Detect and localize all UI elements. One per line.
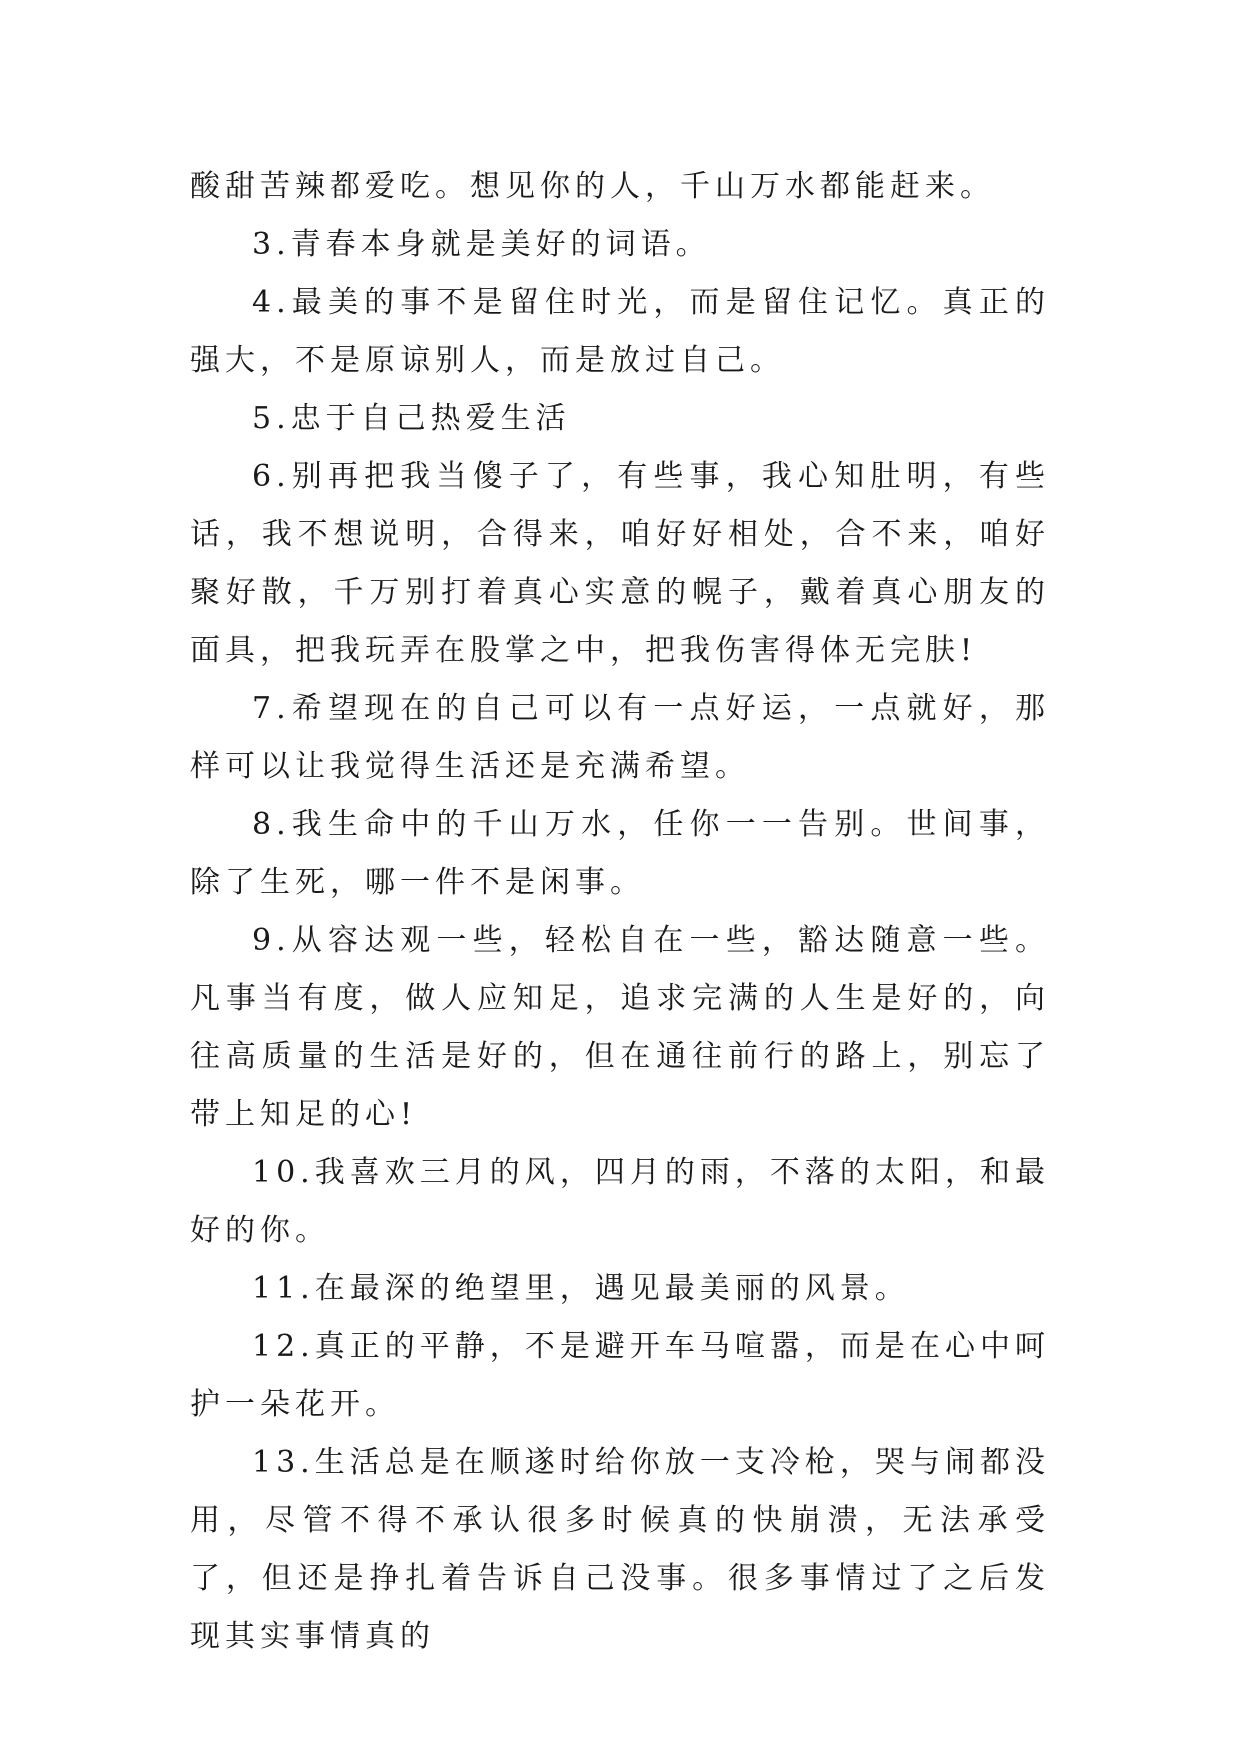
document-body (190, 158, 1050, 1666)
paragraph-item-6: 6.别再把我当傻子了，有些事，我心知肚明，有些话，我不想说明，合得来，咱好好相处，合不来，咱好聚好散，千万别打着真心实意的幌子，戴着真心朋友的面具，把我玩弄在股掌之中，把我伤害得体无完肤! (190, 459, 1050, 668)
paragraph-item-3: 3.青春本身就是美好的词语。 (252, 227, 711, 262)
paragraph-item-10: 10.我喜欢三月的风，四月的雨，不落的太阳，和最好的你。 (190, 1155, 1050, 1248)
paragraph-continuation: 酸甜苦辣都爱吃。想见你的人，千山万水都能赶来。 (190, 169, 995, 204)
paragraph-item-4: 4.最美的事不是留住时光，而是留住记忆。真正的强大，不是原谅别人，而是放过自己。 (190, 285, 1050, 378)
paragraph-item-5: 5.忠于自己热爱生活 (252, 401, 571, 436)
paragraph-item-8: 8.我生命中的千山万水，任你一一告别。世间事，除了生死，哪一件不是闲事。 (190, 807, 1050, 900)
paragraph-item-13: 13.生活总是在顺遂时给你放一支冷枪，哭与闹都没用，尽管不得不承认很多时候真的快崩溃，无法承受了，但还是挣扎着告诉自己没事。很多事情过了之后发现其实事情真的 (190, 1445, 1050, 1654)
paragraph-item-9: 9.从容达观一些，轻松自在一些，豁达随意一些。凡事当有度，做人应知足，追求完满的人生是好的，向往高质量的生活是好的，但在通往前行的路上，别忘了带上知足的心! (190, 923, 1050, 1132)
paragraph-item-7: 7.希望现在的自己可以有一点好运，一点就好，那样可以让我觉得生活还是充满希望。 (190, 691, 1050, 784)
paragraph-item-12: 12.真正的平静，不是避开车马喧嚣，而是在心中呵护一朵花开。 (190, 1329, 1050, 1422)
paragraph-item-11: 11.在最深的绝望里，遇见最美丽的风景。 (252, 1271, 910, 1306)
